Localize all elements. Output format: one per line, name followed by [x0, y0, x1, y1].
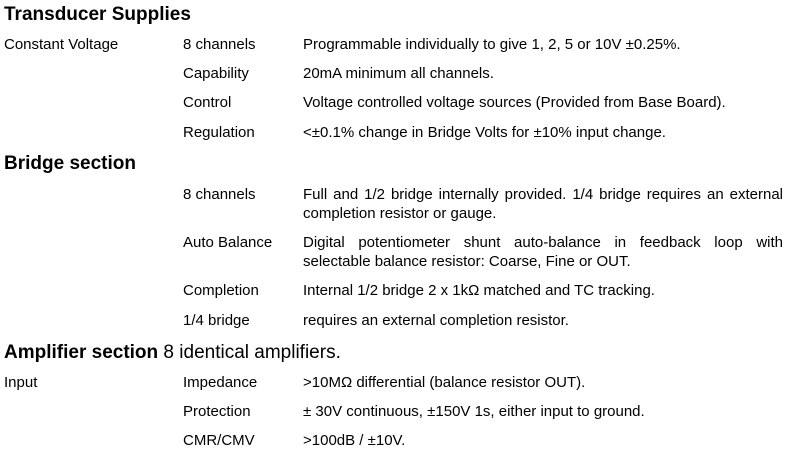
spec-value: Internal 1/2 bridge 2 x 1kΩ matched and TC tracking. — [303, 282, 655, 299]
category-input: Input — [4, 374, 38, 391]
spec-label: Auto Balance — [183, 234, 273, 251]
section-heading-transducer-supplies: Transducer Supplies — [4, 4, 191, 25]
spec-value: <±0.1% change in Bridge Volts for ±10% input change. — [303, 124, 666, 141]
amplifier-subheading: 8 identical amplifiers. — [158, 342, 341, 363]
spec-label: Control — [183, 94, 232, 111]
spec-value: ± 30V continuous, ±150V 1s, either input to ground. — [303, 403, 645, 420]
spec-label: Regulation — [183, 124, 255, 141]
spec-value: 20mA minimum all channels. — [303, 65, 494, 82]
spec-value: Digital potentiometer shunt auto-balance in feedback loop with selectable balance resistor: Coarse, Fine or OUT. — [303, 234, 783, 270]
spec-label: 8 channels — [183, 186, 256, 203]
spec-label: Capability — [183, 65, 249, 82]
spec-value: >100dB / ±10V. — [303, 432, 406, 449]
spec-value: requires an external completion resistor. — [303, 312, 569, 329]
section-heading-bridge: Bridge section — [4, 153, 136, 174]
spec-label: CMR/CMV — [183, 432, 255, 449]
category-constant-voltage: Constant Voltage — [4, 36, 119, 53]
spec-label: Completion — [183, 282, 259, 299]
spec-value: Full and 1/2 bridge internally provided. 1/4 bridge requires an external completion resistor or gauge. — [303, 186, 783, 222]
amplifier-heading-text: Amplifier section — [4, 342, 159, 363]
spec-label: 8 channels — [183, 36, 256, 53]
spec-label: Protection — [183, 403, 251, 420]
spec-value: Programmable individually to give 1, 2, 5 or 10V ±0.25%. — [303, 36, 681, 53]
section-heading-amplifier — [4, 342, 341, 364]
spec-label: Impedance — [183, 374, 258, 391]
spec-value: >10MΩ differential (balance resistor OUT). — [303, 374, 586, 391]
spec-label: 1/4 bridge — [183, 312, 250, 329]
spec-value: Voltage controlled voltage sources (Provided from Base Board). — [303, 94, 726, 111]
